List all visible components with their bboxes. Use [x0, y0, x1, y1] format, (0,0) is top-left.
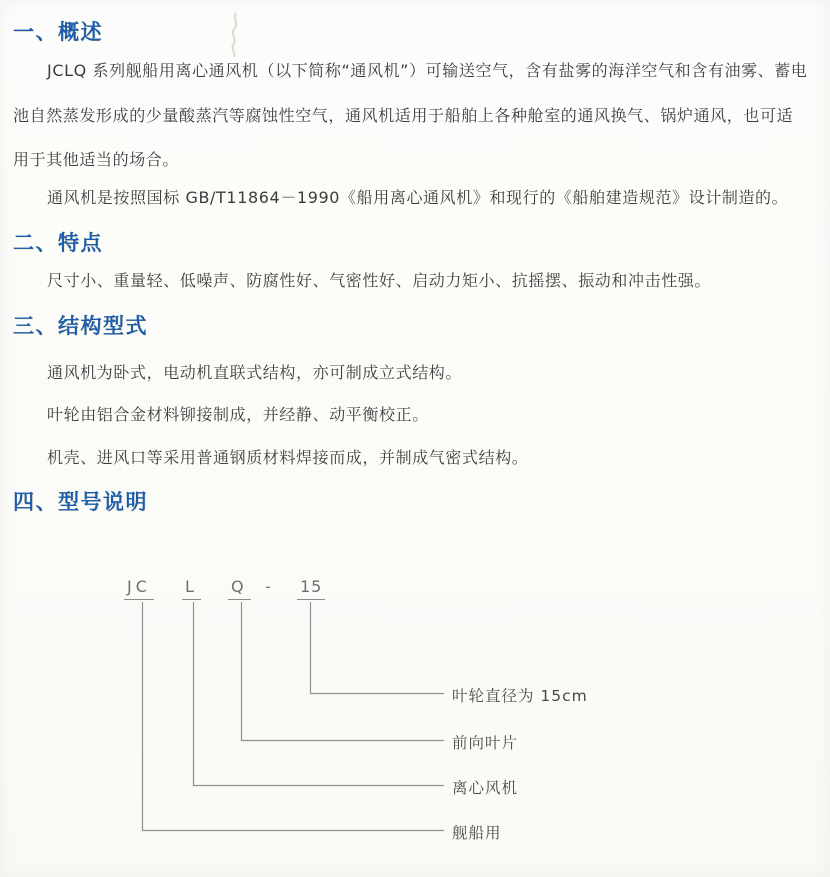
- model-code-q: Q: [228, 577, 251, 600]
- overview-paragraph-line-3: 用于其他适当的场合。: [13, 150, 180, 169]
- structure-item-3: 机壳、进风口等采用普通钢质材料焊接而成，并制成气密式结构。: [47, 448, 529, 467]
- model-code-dash: -: [265, 577, 275, 596]
- overview-paragraph-line-2: 池自然蒸发形成的少量酸蒸汽等腐蚀性空气，通风机适用于船舶上各种舱室的通风换气、锅炉通风，也可适: [13, 106, 794, 125]
- model-code-l: L: [182, 577, 201, 600]
- connector-diameter: [311, 602, 445, 694]
- structure-item-1: 通风机为卧式，电动机直联式结构，亦可制成立式结构。: [47, 363, 463, 382]
- section-heading-overview: 一、概述: [13, 20, 103, 44]
- model-code-jc: JC: [124, 577, 154, 600]
- section-heading-structure: 三、结构型式: [13, 314, 148, 338]
- section-heading-model-designation: 四、型号说明: [13, 490, 148, 514]
- model-code-number: 15: [297, 577, 325, 600]
- scan-artifact: [222, 10, 248, 60]
- model-label-naval-use: 舰船用: [452, 824, 502, 842]
- structure-item-2: 叶轮由铝合金材料铆接制成，并经静、动平衡校正。: [47, 405, 429, 424]
- section-heading-features: 二、特点: [13, 231, 103, 255]
- connector-fan: [194, 602, 445, 786]
- model-label-centrifugal-fan: 离心风机: [452, 779, 519, 797]
- connector-blade: [242, 602, 445, 741]
- overview-paragraph-2: 通风机是按照国标 GB/T11864－1990《船用离心通风机》和现行的《船舶建造规范》设计制造的。: [47, 188, 789, 207]
- features-text: 尺寸小、重量轻、低噪声、防腐性好、气密性好、启动力矩小、抗摇摆、振动和冲击性强。: [47, 271, 712, 290]
- model-label-forward-blade: 前向叶片: [452, 734, 519, 752]
- connector-ship: [143, 602, 445, 831]
- overview-paragraph-line-1: JCLQ 系列舰船用离心通风机（以下简称“通风机”）可输送空气，含有盐雾的海洋空气和含有油雾、蓄电: [47, 61, 808, 80]
- model-label-impeller-diameter: 叶轮直径为 15cm: [452, 687, 588, 705]
